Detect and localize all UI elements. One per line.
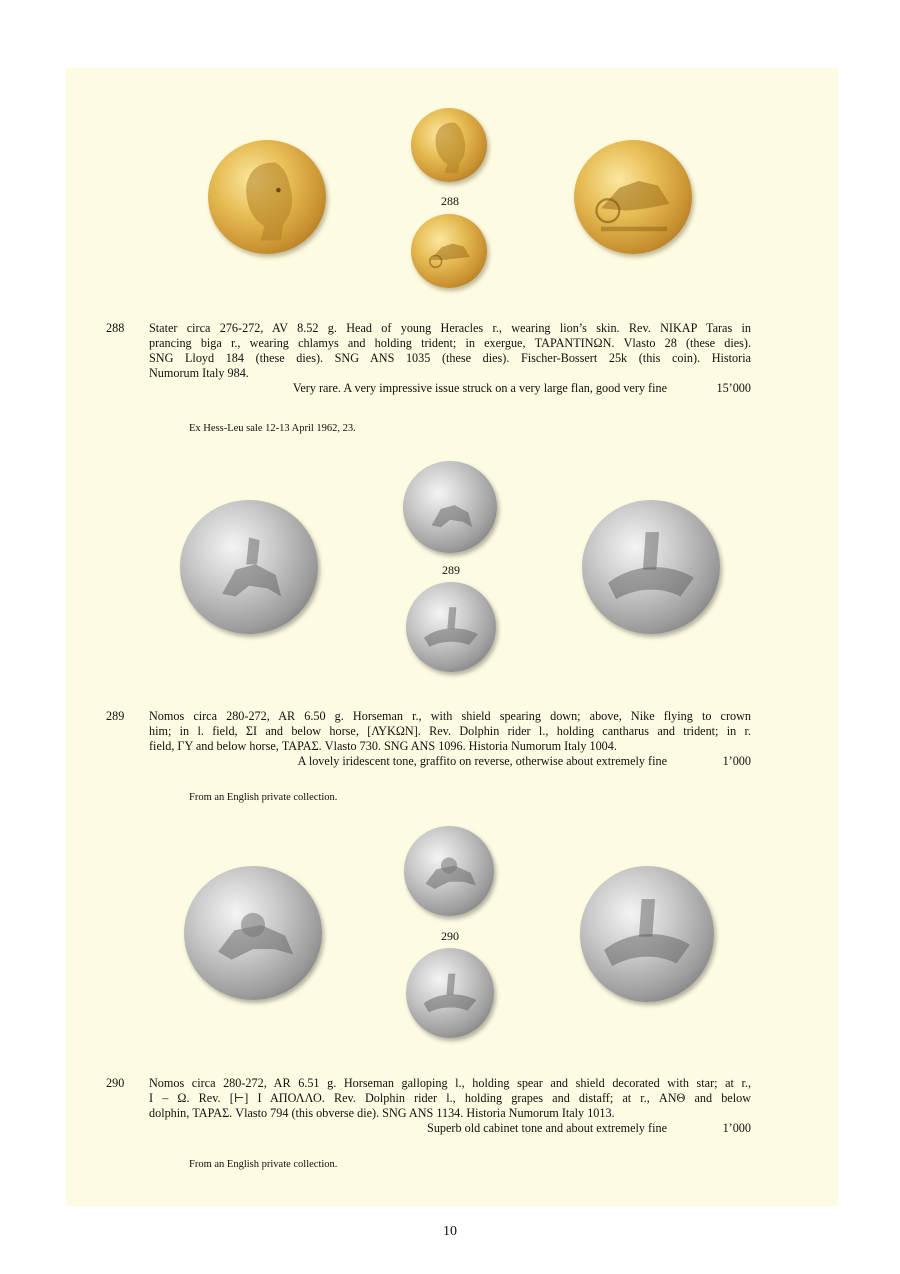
obverse-coin-large [208,140,326,254]
description-line: him; in l. field, ΣΙ and below horse, [ΛΥΚΩΝ]. Rev. Dolphin rider l., holding cantharus and trident; in r. [149,724,751,738]
description-line: Nomos circa 280-272, AR 6.50 g. Horseman r., with shield spearing down; above, Nike flying to crown [149,709,751,723]
lot-289-image-number: 289 [442,563,460,577]
lot-provenance: From an English private collection. [189,792,338,803]
obverse-coin-small [404,826,494,916]
reverse-coin-small [411,214,487,288]
description-line: SNG Lloyd 184 (these dies). SNG ANS 1035 (these dies). Fischer-Bossert 25k (this coin). Historia [149,351,751,365]
lot-provenance: From an English private collection. [189,1159,338,1170]
lot-condition: Superb old cabinet tone and about extremely fine [427,1121,667,1135]
lot-description [149,1076,751,1121]
lot-number: 288 [106,321,125,335]
obverse-coin-large [180,500,318,634]
reverse-coin-small [406,582,496,672]
lot-288-image-number: 288 [441,194,459,208]
lot-condition: A lovely iridescent tone, graffito on reverse, otherwise about extremely fine [297,754,667,768]
lot-number: 289 [106,709,125,723]
description-line: prancing biga r., wearing chlamys and holding trident; in exergue, ΤΑΡΑΝΤΙΝΩΝ. Vlasto 28 (these dies). [149,336,751,350]
description-line: Ι – Ω. Rev. [⊢] Ι ΑΠΟΛΛΟ. Rev. Dolphin rider l., holding grapes and distaff; at r., ΑΝΘ and below [149,1091,751,1105]
obverse-coin-small [403,461,497,553]
reverse-coin-large [582,500,720,634]
lot-description [149,321,751,381]
lot-estimate: 1’000 [722,1121,751,1135]
lot-provenance: Ex Hess-Leu sale 12-13 April 1962, 23. [189,423,356,434]
catalogue-sheet [66,68,838,1206]
description-line: field, ΓΥ and below horse, ΤΑΡΑΣ. Vlasto 730. SNG ANS 1096. Historia Numorum Italy 1004. [149,739,617,753]
description-line: dolphin, ΤΑΡΑΣ. Vlasto 794 (this obverse die). SNG ANS 1134. Historia Numorum Italy 1013. [149,1106,615,1120]
lot-estimate: 1’000 [722,754,751,768]
reverse-coin-large [574,140,692,254]
page-number: 10 [443,1224,457,1239]
lot-290-image-number: 290 [441,929,459,943]
reverse-coin-small [406,948,494,1038]
description-line: Numorum Italy 984. [149,366,249,380]
obverse-coin-large [184,866,322,1000]
description-line: Stater circa 276-272, AV 8.52 g. Head of young Heracles r., wearing lion’s skin. Rev. NIKAP Taras in [149,321,751,335]
lot-estimate: 15’000 [716,381,751,395]
obverse-coin-small [411,108,487,182]
lot-number: 290 [106,1076,125,1090]
description-line: Nomos circa 280-272, AR 6.51 g. Horseman galloping l., holding spear and shield decorated with star; at r., [149,1076,751,1090]
lot-description [149,709,751,754]
lot-condition: Very rare. A very impressive issue struck on a very large flan, good very fine [292,381,667,395]
reverse-coin-large [580,866,714,1002]
